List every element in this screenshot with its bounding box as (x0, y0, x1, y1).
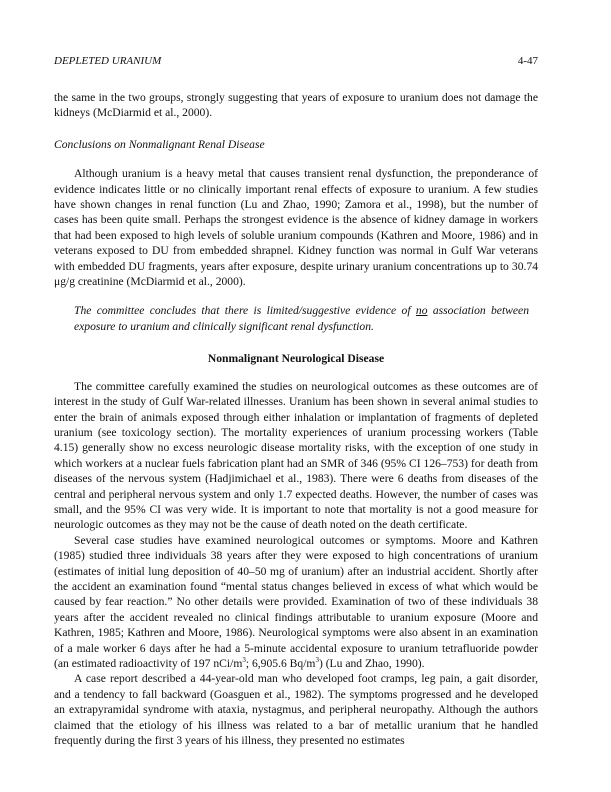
neuro-2-main: Several case studies have examined neurological outcomes or symptoms. Moore and Kathren (1985) studied three individuals 38 years after they were exposed to high concentrations of uranium (estimates of initial lung deposition of 40–50 mg of uranium) after an industrial accident. Shortly after the accident an examination found “mental status changes believed in excess of what which would be caused by fear reaction.” No other details were provided. Examination of two of these individuals 38 years after the accident revealed no clinical findings attributable to uranium exposure (Moore and Kathren, 1985; Kathren and Moore, 1986). Neurological symptoms were also absent in an examination of a male worker 6 days after he had a 5-minute accidental exposure to uranium tetrafluoride powder (an estimated radioactivity of 197 nCi/m (54, 533, 538, 670)
superscript-3: 3 (315, 656, 319, 665)
paragraph-neuro-3: A case report described a 44-year-old man who developed foot cramps, leg pain, a gait disorder, and a tendency to fall backward (Goasguen et al., 1982). The symptoms progressed and he developed an extrapyramidal syndrome with ataxia, nystagmus, and peripheral neuropathy. Although the authors claimed that the etiology of his illness was related to a bar of metallic uranium that he handled frequently during the first 3 years of his illness, they presented no estimates (54, 672, 538, 748)
superscript-3: 3 (242, 656, 246, 665)
page-body (54, 90, 538, 748)
page-number: 4-47 (517, 55, 538, 67)
paragraph-neuro-2 (54, 533, 538, 672)
section-heading-neurological: Nonmalignant Neurological Disease (207, 352, 385, 366)
paragraph-continued: the same in the two groups, strongly suggesting that years of exposure to uranium does not damage the kidneys (McDiarmid et al., 2000). (54, 91, 538, 120)
neuro-2-mid: ; 6,905.6 Bq/m (245, 657, 316, 670)
running-header (54, 55, 538, 67)
neuro-2-end: ) (Lu and Zhao, 1990). (318, 657, 425, 670)
subheading-renal-conclusions: Conclusions on Nonmalignant Renal Disease (54, 137, 265, 151)
conclusion-emphasis: no (415, 304, 428, 318)
paragraph-neuro-1: The committee carefully examined the studies on neurological outcomes as these outcomes are of interest in the study of Gulf War-related illnesses. Uranium has been shown in several animal studies to enter the brain of animals exposed through either inhalation or implantation of fragments of depleted uranium (see toxicology section). The mortality experiences of uranium processing workers (Table 4.15) generally show no excess neurologic disease mortality risks, with the exception of one study in which workers at a nuclear fuels fabrication plant had an SMR of 346 (95% CI 126–753) for death from diseases of the nervous system (Hadjimichael et al., 1983). There were 6 deaths from diseases of the central and peripheral nervous system and only 1.7 expected deaths. However, the number of cases was small, and the 95% CI was very wide. It is important to note that mortality is not a good measure for neurologic outcomes as they may not be the cause of death noted on the death certificate. (54, 379, 538, 532)
paragraph-renal: Although uranium is a heavy metal that causes transient renal dysfunction, the preponderance of evidence indicates little or no clinically important renal effects of exposure to uranium. A few studies have shown changes in renal function (Lu and Zhao, 1990; Zamora et al., 1998), but the number of cases has been quite small. Perhaps the strongest evidence is the absence of kidney damage in workers that had been exposed to high levels of soluble uranium compounds (Kathren and Moore, 1986) and in veterans exposed to DU from embedded shrapnel. Kidney function was normal in Gulf War veterans with embedded DU fragments, years after exposure, despite urinary uranium concentrations up to 30.74 μg/g creatinine (McDiarmid et al., 2000). (54, 167, 538, 289)
committee-conclusion (74, 303, 529, 334)
conclusion-text-before: The committee concludes that there is limited/suggestive evidence of (74, 304, 416, 318)
conclusion-text-after: association between exposure to uranium and clinically significant renal dysfunction. (74, 304, 529, 333)
running-header-title: DEPLETED URANIUM (54, 55, 162, 67)
